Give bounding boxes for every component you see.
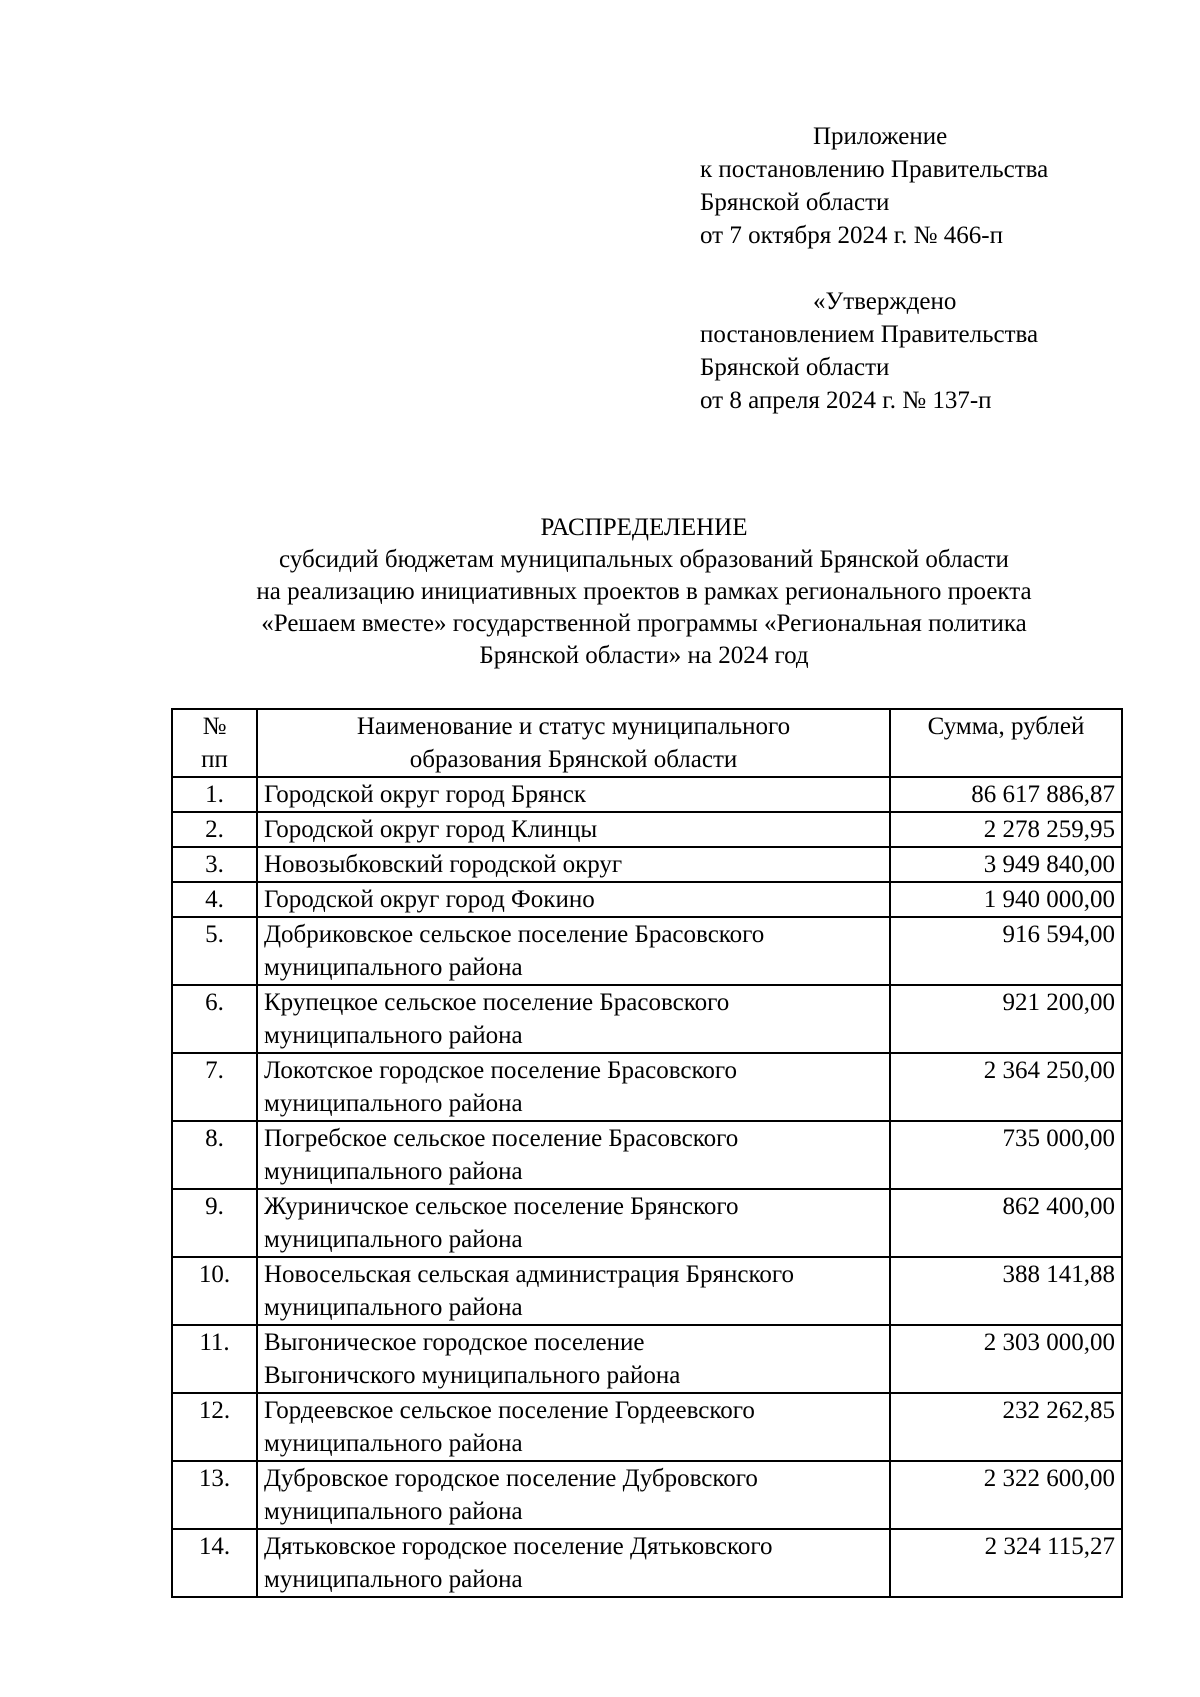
- row-amount: 921 200,00: [890, 985, 1122, 1053]
- row-number: 6.: [172, 985, 257, 1053]
- row-name-line: Новосельская сельская администрация Брянского: [264, 1261, 795, 1288]
- row-name: [257, 1053, 890, 1121]
- row-number: 3.: [172, 847, 257, 882]
- row-number: 1.: [172, 777, 257, 812]
- table-row: [172, 985, 1122, 1053]
- table-row: [172, 917, 1122, 985]
- approved-line: от 8 апреля 2024 г. № 137-п: [700, 387, 992, 414]
- table-row: [172, 1529, 1122, 1597]
- document-title: [160, 512, 1128, 672]
- row-number: 4.: [172, 882, 257, 917]
- row-name-line: Дятьковское городское поселение Дятьковского: [264, 1533, 773, 1560]
- row-amount: 862 400,00: [890, 1189, 1122, 1257]
- row-name-line: Локотское городское поселение Брасовского: [264, 1057, 737, 1084]
- row-name-line: муниципального района: [264, 1566, 523, 1593]
- appendix-line: от 7 октября 2024 г. № 466-п: [700, 222, 1003, 249]
- row-name-line: Журиничское сельское поселение Брянского: [264, 1193, 739, 1220]
- row-amount: 2 303 000,00: [890, 1325, 1122, 1393]
- row-amount: 2 322 600,00: [890, 1461, 1122, 1529]
- header-number-line: №: [202, 713, 227, 740]
- header-number: [172, 709, 257, 777]
- title-line: Брянской области» на 2024 год: [479, 642, 809, 669]
- row-name-line: Дубровское городское поселение Дубровского: [264, 1465, 758, 1492]
- row-number: 5.: [172, 917, 257, 985]
- table-row: [172, 1461, 1122, 1529]
- title-line: субсидий бюджетам муниципальных образований Брянской области: [279, 546, 1009, 573]
- row-name-line: Погребское сельское поселение Брасовского: [264, 1125, 739, 1152]
- header-number-line: пп: [201, 746, 228, 773]
- approved-block: [700, 285, 1038, 417]
- row-number: 11.: [172, 1325, 257, 1393]
- table-row: [172, 1257, 1122, 1325]
- table-row: [172, 1121, 1122, 1189]
- row-amount: 2 278 259,95: [890, 812, 1122, 847]
- row-amount: 1 940 000,00: [890, 882, 1122, 917]
- row-name-line: Выгоническое городское поселение: [264, 1329, 645, 1356]
- row-amount: 86 617 886,87: [890, 777, 1122, 812]
- row-name: [257, 1121, 890, 1189]
- row-amount: 388 141,88: [890, 1257, 1122, 1325]
- approved-line: постановлением Правительства: [700, 321, 1039, 348]
- table-body: [172, 709, 1122, 1597]
- table-row: [172, 1325, 1122, 1393]
- title-heading: РАСПРЕДЕЛЕНИЕ: [540, 514, 748, 541]
- row-amount: 232 262,85: [890, 1393, 1122, 1461]
- row-name: [257, 1189, 890, 1257]
- row-name: [257, 812, 890, 847]
- row-name: [257, 1393, 890, 1461]
- table-row: [172, 882, 1122, 917]
- header-name-line: Наименование и статус муниципального: [356, 713, 791, 740]
- row-name: [257, 882, 890, 917]
- appendix-line: Брянской области: [700, 189, 890, 216]
- row-number: 9.: [172, 1189, 257, 1257]
- row-name-line: муниципального района: [264, 1430, 523, 1457]
- row-number: 14.: [172, 1529, 257, 1597]
- table-row: [172, 812, 1122, 847]
- table-row: [172, 1393, 1122, 1461]
- appendix-block: [700, 120, 1048, 252]
- approved-line: «Утверждено: [813, 288, 957, 315]
- row-name-line: Добриковское сельское поселение Брасовского: [264, 921, 765, 948]
- row-name: [257, 1257, 890, 1325]
- row-amount: 3 949 840,00: [890, 847, 1122, 882]
- row-number: 10.: [172, 1257, 257, 1325]
- row-name-line: Городской округ город Брянск: [264, 781, 587, 808]
- header-name-line: образования Брянской области: [409, 746, 738, 773]
- row-name-line: Гордеевское сельское поселение Гордеевского: [264, 1397, 755, 1424]
- row-amount: 2 364 250,00: [890, 1053, 1122, 1121]
- row-number: 2.: [172, 812, 257, 847]
- title-line: на реализацию инициативных проектов в рамках регионального проекта: [256, 578, 1032, 605]
- row-name-line: муниципального района: [264, 1498, 523, 1525]
- table-header-row: [172, 709, 1122, 777]
- table-row: [172, 1189, 1122, 1257]
- table-row: [172, 777, 1122, 812]
- appendix-line: к постановлению Правительства: [700, 156, 1049, 183]
- row-name-line: Новозыбковский городской округ: [264, 851, 623, 878]
- row-name-line: муниципального района: [264, 1158, 523, 1185]
- row-amount: 916 594,00: [890, 917, 1122, 985]
- row-amount: 2 324 115,27: [890, 1529, 1122, 1597]
- row-amount: 735 000,00: [890, 1121, 1122, 1189]
- row-name: [257, 917, 890, 985]
- header-name: [257, 709, 890, 777]
- row-name-line: Крупецкое сельское поселение Брасовского: [264, 989, 730, 1016]
- table-row: [172, 847, 1122, 882]
- row-name-line: муниципального района: [264, 954, 523, 981]
- table-row: [172, 1053, 1122, 1121]
- row-name-line: муниципального района: [264, 1294, 523, 1321]
- row-number: 8.: [172, 1121, 257, 1189]
- distribution-table: [171, 708, 1123, 1598]
- row-number: 13.: [172, 1461, 257, 1529]
- row-name: [257, 777, 890, 812]
- header-amount: Сумма, рублей: [890, 709, 1122, 777]
- row-number: 12.: [172, 1393, 257, 1461]
- row-name: [257, 847, 890, 882]
- title-line: «Решаем вместе» государственной программы «Региональная политика: [261, 610, 1027, 637]
- appendix-line: Приложение: [813, 123, 948, 150]
- row-name: [257, 1461, 890, 1529]
- row-name-line: Городской округ город Клинцы: [264, 816, 598, 843]
- row-name-line: муниципального района: [264, 1090, 523, 1117]
- row-name: [257, 1325, 890, 1393]
- row-name-line: муниципального района: [264, 1022, 523, 1049]
- row-name-line: Городской округ город Фокино: [264, 886, 595, 913]
- row-name-line: муниципального района: [264, 1226, 523, 1253]
- approved-line: Брянской области: [700, 354, 890, 381]
- row-name: [257, 985, 890, 1053]
- row-number: 7.: [172, 1053, 257, 1121]
- row-name-line: Выгоничского муниципального района: [264, 1362, 681, 1389]
- row-name: [257, 1529, 890, 1597]
